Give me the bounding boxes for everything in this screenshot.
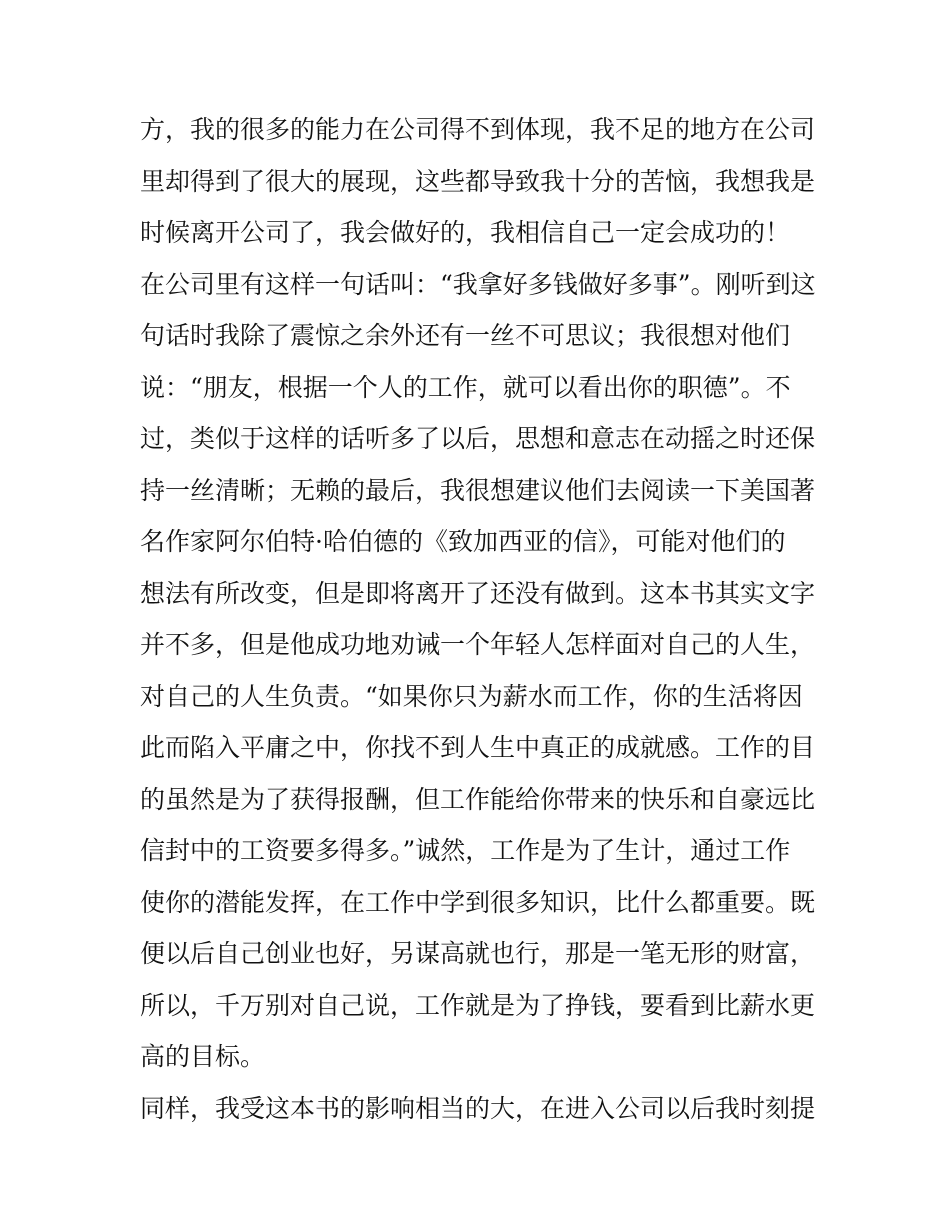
text-line: 方，我的很多的能力在公司得不到体现，我不足的地方在公司: [140, 115, 816, 144]
text-line: 同样，我受这本书的影响相当的大，在进入公司以后我时刻提: [140, 1093, 816, 1123]
text-line: 信封中的工资要多得多。”诚然，工作是为了生计，通过工作: [140, 836, 791, 865]
text-line: 所以，千万别对自己说，工作就是为了挣钱，要看到比薪水更: [140, 990, 816, 1020]
paragraph-1: [140, 104, 820, 259]
text-line: 对自己的人生负责。“如果你只为薪水而工作，你的生活将因: [140, 681, 803, 711]
paragraph-2: [140, 259, 820, 1083]
text-line: 便以后自己创业也好，另谋高就也行，那是一笔无形的财富，: [140, 939, 816, 968]
paragraph-3: [140, 1083, 820, 1135]
text-line: 持一丝清晰；无赖的最后，我很想建议他们去阅读一下美国著: [140, 475, 816, 505]
text-line: 高的目标。: [140, 1042, 266, 1071]
text-line: 句话时我除了震惊之余外还有一丝不可思议；我很想对他们: [140, 321, 791, 350]
body-text: [140, 104, 820, 1134]
text-line: 时候离开公司了，我会做好的，我相信自己一定会成功的！: [140, 218, 791, 247]
text-line: 想法有所改变，但是即将离开了还没有做到。这本书其实文字: [140, 578, 816, 608]
text-line: 此而陷入平庸之中，你找不到人生中真正的成就感。工作的目: [140, 733, 816, 762]
text-line: 在公司里有这样一句话叫：“我拿好多钱做好多事”。刚听到这: [140, 269, 816, 299]
text-line: 使你的潜能发挥，在工作中学到很多知识，比什么都重要。既: [140, 887, 816, 917]
text-line: 说：“朋友，根据一个人的工作，就可以看出你的职德”。不: [140, 372, 791, 402]
text-line: 过，类似于这样的话听多了以后，思想和意志在动摇之时还保: [140, 424, 816, 453]
text-line: 里却得到了很大的展现，这些都导致我十分的苦恼，我想我是: [140, 166, 816, 196]
text-line: 名作家阿尔伯特·哈伯德的《致加西亚的信》，可能对他们的: [140, 527, 786, 556]
text-line: 并不多，但是他成功地劝诫一个年轻人怎样面对自己的人生，: [140, 630, 816, 659]
text-line: 的虽然是为了获得报酬，但工作能给你带来的快乐和自豪远比: [140, 784, 816, 814]
